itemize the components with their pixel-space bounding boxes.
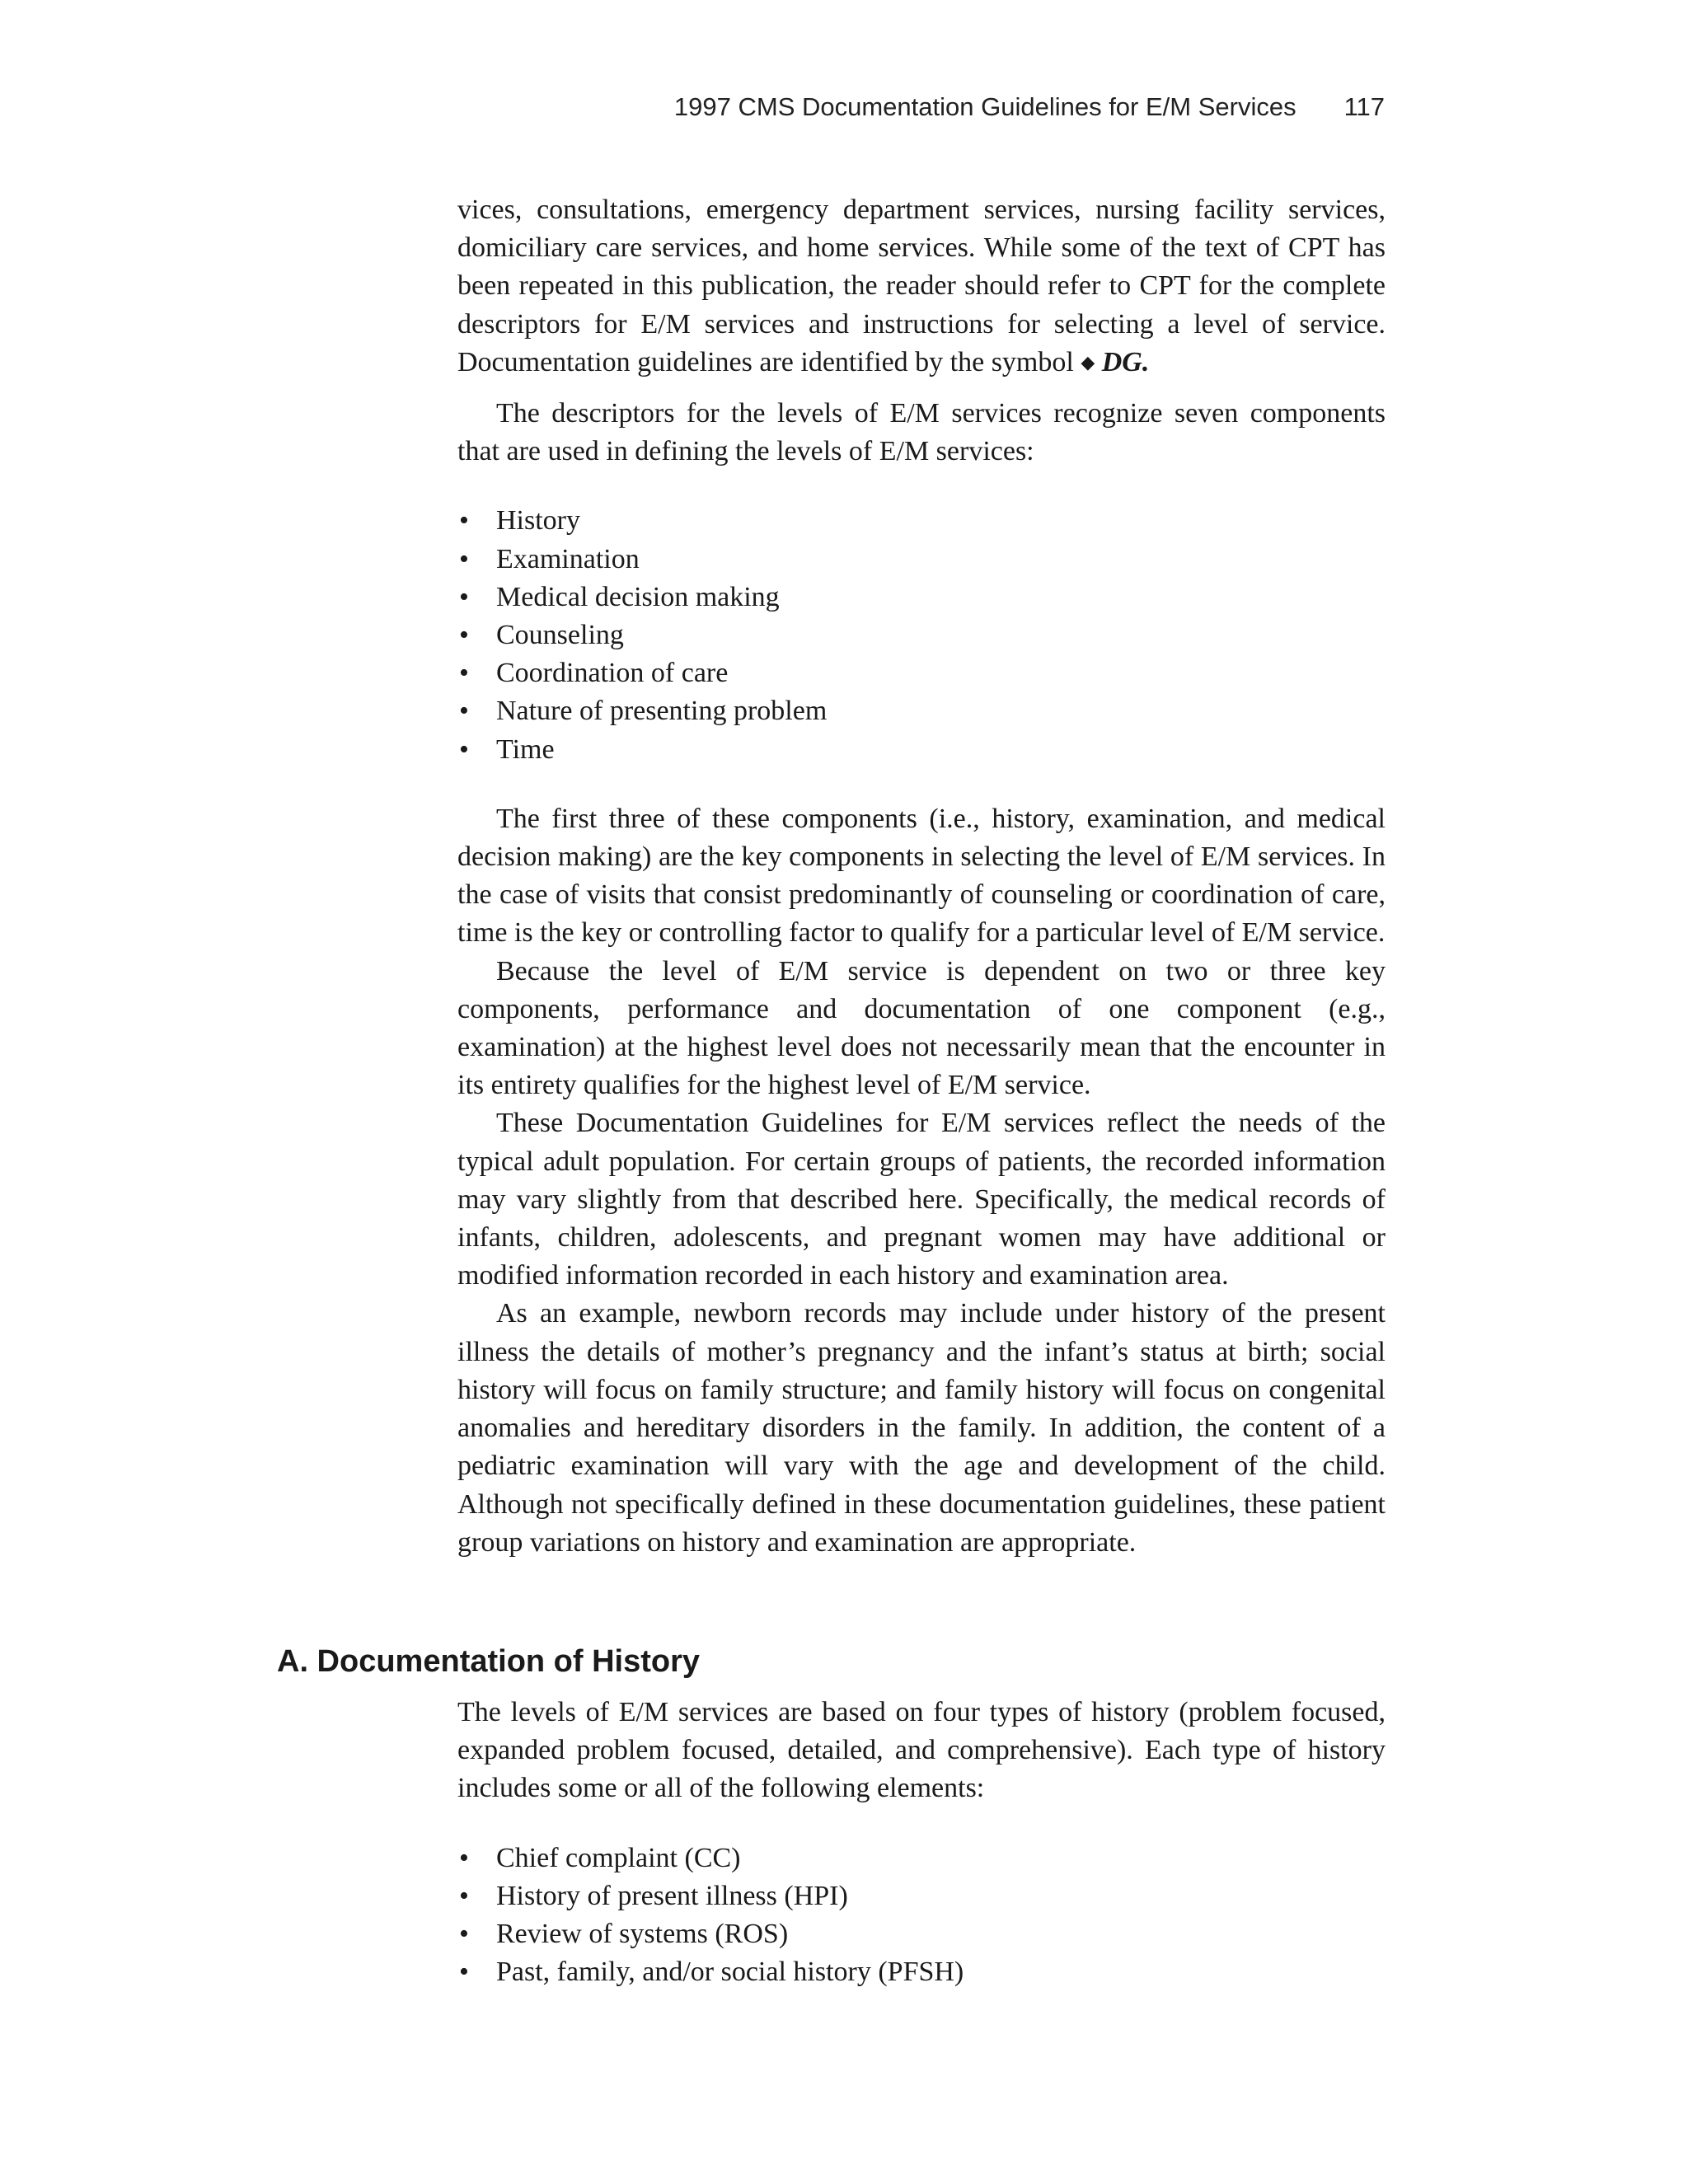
history-intro-paragraph: The levels of E/M services are based on four types of history (problem focused, expanded problem focused, detailed, and comprehensive). Each type of history includes some or all of the following elements:	[457, 1697, 1386, 1804]
list-item: • Time	[457, 731, 1386, 769]
components-list	[457, 502, 1386, 768]
components-intro-paragraph: The descriptors for the levels of E/M services recognize seven components that are used in defining the levels of E/M services:	[457, 398, 1386, 467]
list-item: • Coordination of care	[457, 654, 1386, 692]
list-item: • Medical decision making	[457, 579, 1386, 616]
list-item: • Counseling	[457, 616, 1386, 654]
bullet-icon: •	[459, 505, 469, 537]
bullet-icon: •	[459, 1880, 469, 1911]
list-item: • Review of systems (ROS)	[457, 1915, 1386, 1953]
list-item: • Past, family, and/or social history (PFSH)	[457, 1953, 1386, 1991]
bullet-icon: •	[459, 1919, 469, 1950]
section-history-body	[457, 1694, 1386, 1991]
bullet-icon: •	[459, 581, 469, 612]
list-item: • Examination	[457, 541, 1386, 579]
level-dependency-paragraph: Because the level of E/M service is dependent on two or three key components, performance and documentation of one component (e.g., examination) at the highest level does not necessarily mean that the encounter in its entirety qualifies for the highest level of E/M service.	[457, 955, 1386, 1101]
list-item: • Chief complaint (CC)	[457, 1840, 1386, 1877]
main-text-column	[457, 191, 1386, 1562]
dg-symbol-label: DG.	[1101, 346, 1150, 377]
running-title: 1997 CMS Documentation Guidelines for E/M Services	[673, 92, 1296, 121]
bullet-icon: •	[459, 620, 469, 651]
bullet-icon: •	[459, 658, 469, 689]
bullet-icon: •	[459, 1957, 469, 1988]
bullet-icon: •	[459, 696, 469, 727]
history-elements-list	[457, 1840, 1386, 1992]
newborn-example-paragraph: As an example, newborn records may include under history of the present illness the details of mother’s pregnancy and the infant’s status at birth; social history will focus on family structure; and family history will focus on congenital anomalies and hereditary disorders in the family. In addition, the content of a pediatric examination will vary with the age and development of the child. Although not specifically defined in these documentation guidelines, these patient group variations on history and examination are appropriate.	[457, 1298, 1386, 1558]
page-number: 117	[1343, 92, 1385, 121]
diamond-symbol-icon: ◆	[1081, 351, 1095, 373]
intro-paragraph-text: vices, consultations, emergency department services, nursing facility services, domiciliary care services, and home services. While some of the text of CPT has been repeated in this publication, the reader should refer to CPT for the complete descriptors for E/M services and instructions for selecting a level of service. Documentation guidelines are identified by the symbol	[457, 194, 1386, 377]
bullet-icon: •	[459, 733, 469, 765]
adult-population-paragraph: These Documentation Guidelines for E/M services reflect the needs of the typical adult population. For certain groups of patients, the recorded information may vary slightly from that described here. Specifically, the medical records of infants, children, adolescents, and pregnant women may have additional or modified information recorded in each history and examination area.	[457, 1108, 1386, 1291]
list-item: • Nature of presenting problem	[457, 692, 1386, 730]
list-item: • History	[457, 502, 1386, 540]
list-item: • History of present illness (HPI)	[457, 1877, 1386, 1915]
key-components-paragraph: The first three of these components (i.e., history, examination, and medical decision making) are the key components in selecting the level of E/M services. In the case of visits that consist predominantly of counseling or coordination of care, time is the key or controlling factor to qualify for a particular level of E/M service.	[457, 803, 1386, 949]
section-heading-history: A. Documentation of History	[277, 1644, 701, 1679]
intro-paragraph-continued	[457, 191, 1386, 382]
bullet-icon: •	[459, 1842, 469, 1873]
bullet-icon: •	[459, 543, 469, 574]
running-header	[0, 92, 1385, 122]
